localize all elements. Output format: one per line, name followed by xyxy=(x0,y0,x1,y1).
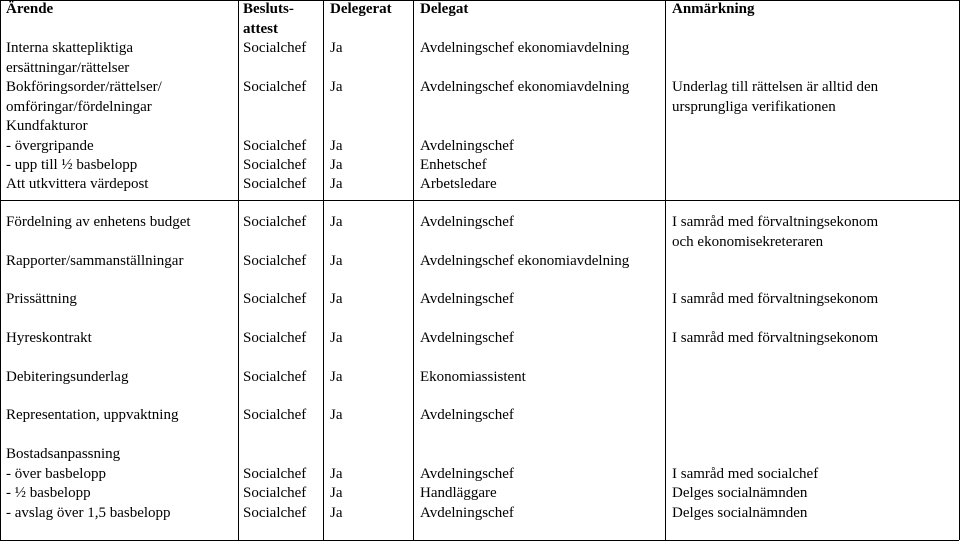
cell-arende: Fördelning av enhetens budget xyxy=(6,214,191,230)
column-divider xyxy=(665,0,666,540)
cell-arende: Bokföringsorder/rättelser/ xyxy=(6,79,162,95)
cell-beslutsattest: Socialchef xyxy=(243,369,307,385)
cell-delegerat: Ja xyxy=(330,79,343,95)
cell-arende: - avslag över 1,5 basbelopp xyxy=(6,504,171,521)
cell-beslutsattest: Socialchef xyxy=(243,253,307,269)
cell-beslutsattest: Socialchef xyxy=(243,137,307,154)
cell-beslutsattest: Socialchef xyxy=(243,485,307,501)
cell-beslutsattest: Socialchef xyxy=(243,465,307,482)
cell-arende: Rapporter/sammanställningar xyxy=(6,253,184,269)
cell-delegat: Handläggare xyxy=(420,485,497,501)
cell-arende: Bostadsanpassning xyxy=(6,446,121,462)
cell-delegat: Enhetschef xyxy=(420,157,487,173)
cell-beslutsattest: Socialchef xyxy=(243,291,307,307)
cell-delegat: Avdelningschef xyxy=(420,330,514,346)
cell-delegat: Avdelningschef xyxy=(420,137,514,154)
cell-anmarkning: och ekonomisekreteraren xyxy=(672,233,824,250)
cell-arende: omföringar/fördelningar xyxy=(6,98,152,115)
cell-delegat: Avdelningschef ekonomiavdelning xyxy=(420,40,630,56)
cell-arende: - över basbelopp xyxy=(6,465,106,482)
cell-delegerat: Ja xyxy=(330,40,343,56)
cell-arende: Interna skattepliktiga xyxy=(6,40,134,56)
cell-anmarkning: ursprungliga verifikationen xyxy=(672,98,836,115)
cell-arende: Representation, uppvaktning xyxy=(6,407,179,423)
cell-arende: - ½ basbelopp xyxy=(6,485,91,501)
cell-delegat: Avdelningschef ekonomiavdelning xyxy=(420,253,630,269)
cell-delegerat: Ja xyxy=(330,137,343,154)
row-divider xyxy=(0,0,959,1)
cell-arende: Debiteringsunderlag xyxy=(6,369,129,385)
cell-delegerat: Ja xyxy=(330,465,343,482)
cell-delegerat: Ja xyxy=(330,214,343,230)
cell-delegat: Avdelningschef xyxy=(420,291,514,307)
column-divider xyxy=(323,0,324,540)
column-divider xyxy=(238,0,239,540)
header-beslutsattest: attest xyxy=(243,20,278,37)
column-divider xyxy=(0,0,1,540)
cell-delegat: Avdelningschef ekonomiavdelning xyxy=(420,79,630,95)
cell-delegerat: Ja xyxy=(330,330,343,346)
cell-anmarkning: I samråd med förvaltningsekonom xyxy=(672,291,879,307)
cell-anmarkning: Underlag till rättelsen är alltid den xyxy=(672,79,879,95)
cell-delegat: Avdelningschef xyxy=(420,214,514,230)
cell-delegerat: Ja xyxy=(330,157,343,173)
cell-arende: - upp till ½ basbelopp xyxy=(6,157,138,173)
column-divider xyxy=(413,0,414,540)
cell-delegat: Avdelningschef xyxy=(420,407,514,423)
cell-delegerat: Ja xyxy=(330,291,343,307)
cell-beslutsattest: Socialchef xyxy=(243,330,307,346)
cell-beslutsattest: Socialchef xyxy=(243,214,307,230)
cell-beslutsattest: Socialchef xyxy=(243,176,307,192)
cell-arende: Hyreskontrakt xyxy=(6,330,92,346)
cell-beslutsattest: Socialchef xyxy=(243,407,307,423)
cell-delegerat: Ja xyxy=(330,485,343,501)
cell-beslutsattest: Socialchef xyxy=(243,157,307,173)
cell-anmarkning: I samråd med förvaltningsekonom xyxy=(672,330,879,346)
cell-beslutsattest: Socialchef xyxy=(243,40,307,56)
cell-delegat: Avdelningschef xyxy=(420,465,514,482)
cell-beslutsattest: Socialchef xyxy=(243,504,307,521)
cell-delegerat: Ja xyxy=(330,253,343,269)
cell-delegerat: Ja xyxy=(330,407,343,423)
cell-delegerat: Ja xyxy=(330,176,343,192)
row-divider xyxy=(0,200,959,201)
cell-anmarkning: I samråd med förvaltningsekonom xyxy=(672,214,879,230)
cell-arende: Prissättning xyxy=(6,291,77,307)
header-delegat: Delegat xyxy=(420,1,469,17)
cell-delegat: Ekonomiassistent xyxy=(420,369,526,385)
cell-delegerat: Ja xyxy=(330,504,343,521)
cell-beslutsattest: Socialchef xyxy=(243,79,307,95)
cell-arende: Kundfakturor xyxy=(6,118,88,134)
cell-arende: - övergripande xyxy=(6,137,94,154)
cell-arende: Att utkvittera värdepost xyxy=(6,176,149,192)
cell-anmarkning: Delges socialnämnden xyxy=(672,504,808,521)
header-delegerat: Delegerat xyxy=(330,1,392,17)
header-arende: Ärende xyxy=(6,1,54,17)
cell-delegat: Avdelningschef xyxy=(420,504,514,521)
cell-delegerat: Ja xyxy=(330,369,343,385)
cell-anmarkning: I samråd med socialchef xyxy=(672,465,819,482)
header-anmarkning: Anmärkning xyxy=(672,1,755,17)
cell-arende: ersättningar/rättelser xyxy=(6,59,130,76)
header-beslutsattest: Besluts- xyxy=(243,1,294,17)
cell-delegat: Arbetsledare xyxy=(420,176,497,192)
cell-anmarkning: Delges socialnämnden xyxy=(672,485,808,501)
